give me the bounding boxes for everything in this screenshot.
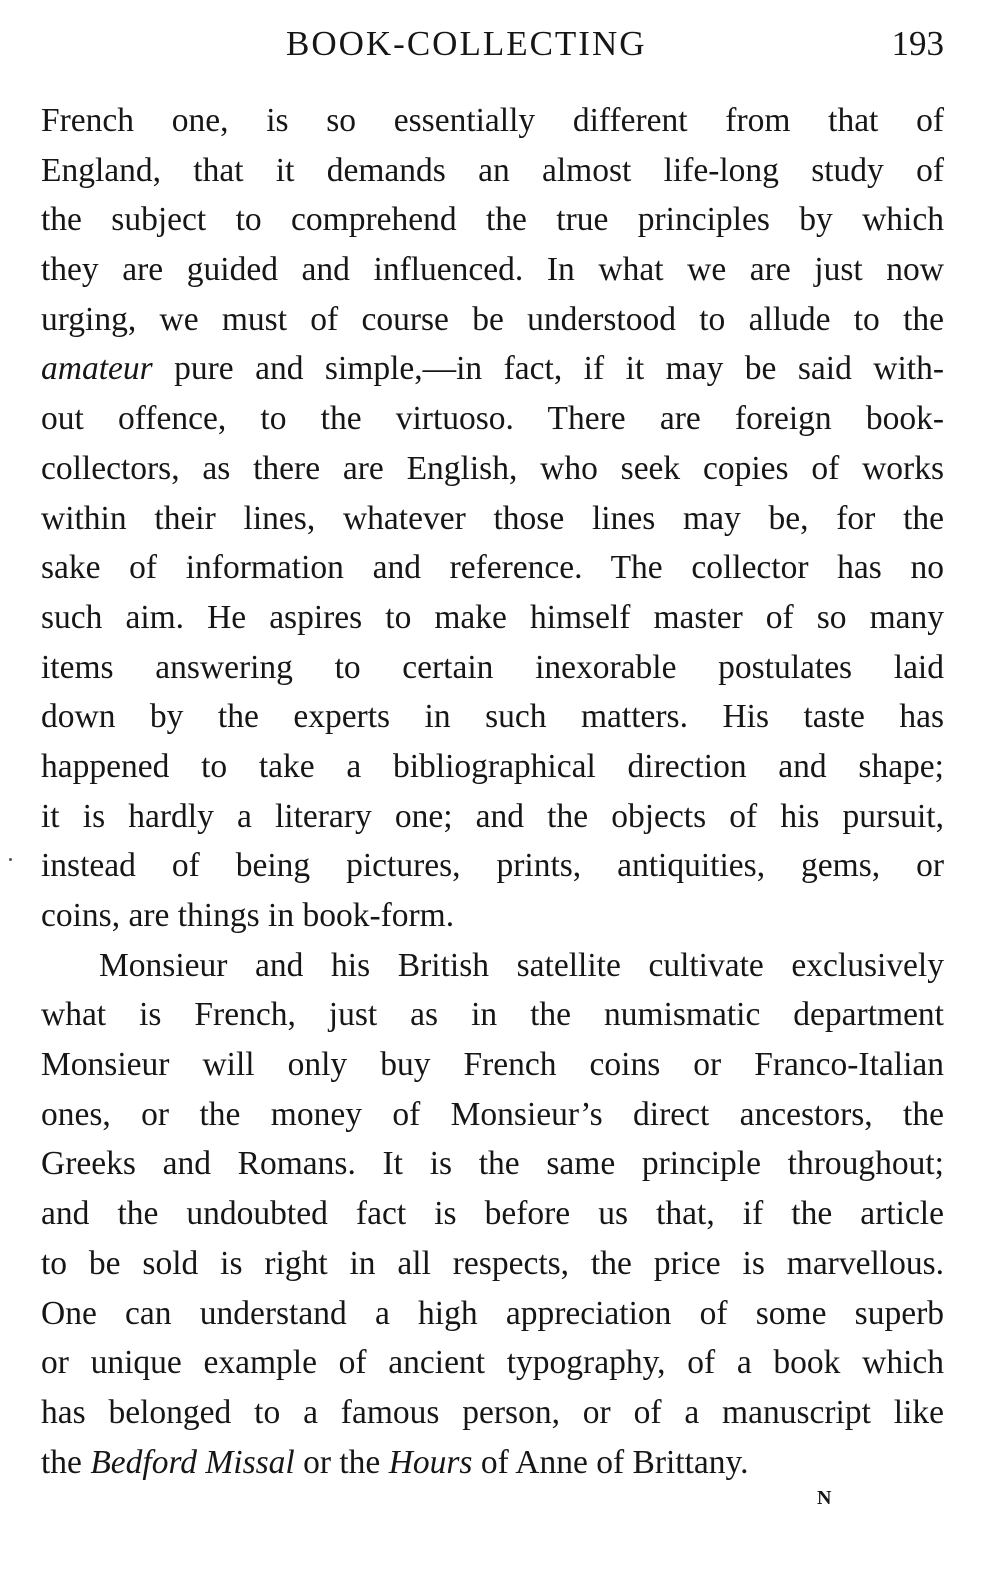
text-line — [41, 146, 944, 196]
text-segment: to be sold is right in all respects, the price is marvellous. — [41, 1244, 944, 1282]
text-line — [41, 96, 944, 146]
italic-text: Bedford Missal — [90, 1443, 295, 1481]
text-line — [41, 1090, 944, 1140]
text-segment: or unique example of ancient typography, of a book which — [41, 1344, 944, 1382]
text-segment: out offence, to the virtuoso. There are foreign book- — [41, 400, 944, 438]
text-segment: pure and simple,—in fact, if it may be said with- — [152, 350, 944, 388]
text-line — [41, 444, 944, 494]
text-line — [41, 1289, 944, 1339]
text-line — [41, 543, 944, 593]
italic-text: amateur — [41, 350, 153, 388]
text-line — [41, 245, 944, 295]
text-line — [41, 1040, 944, 1090]
text-line — [41, 643, 944, 693]
text-segment: it is hardly a literary one; and the objects of his pursuit, — [41, 797, 944, 835]
text-line — [41, 1338, 944, 1388]
text-segment: French one, is so essentially different from that of — [41, 102, 944, 139]
page-number: 193 — [891, 24, 944, 63]
text-segment: urging, we must of course be understood to allude to the — [41, 300, 944, 338]
text-segment: or the — [294, 1443, 389, 1481]
text-segment: and the undoubted fact is before us that, if the article — [41, 1195, 944, 1233]
text-line — [41, 295, 944, 345]
text-segment: coins, are things in book-form. — [41, 897, 455, 934]
text-segment: collectors, as there are English, who seek copies of works — [41, 449, 944, 487]
text-line — [41, 742, 944, 792]
text-segment: of Anne of Brittany. — [472, 1443, 749, 1481]
text-line — [41, 344, 944, 394]
text-segment: Greeks and Romans. It is the same principle throughout; — [41, 1145, 944, 1183]
text-line — [41, 1239, 944, 1289]
text-segment: the subject to comprehend the true principles by which — [41, 201, 944, 239]
text-line — [41, 593, 944, 643]
text-segment: what is French, just as in the numismatic department — [41, 996, 944, 1034]
paragraph — [41, 96, 944, 941]
page-header — [42, 20, 944, 70]
text-segment: within their lines, whatever those lines may be, for the — [41, 499, 944, 537]
text-line — [41, 990, 944, 1040]
text-line — [41, 941, 944, 991]
text-line — [41, 494, 944, 544]
text-segment: England, that it demands an almost life-long study of — [41, 151, 944, 189]
text-segment: Monsieur will only buy French coins or Franco-Italian — [41, 1046, 944, 1084]
margin-speck — [9, 858, 12, 861]
italic-text: Hours — [388, 1443, 473, 1481]
running-title: BOOK-COLLECTING — [286, 24, 647, 63]
text-line — [41, 1388, 944, 1438]
text-line — [41, 891, 944, 941]
text-segment: One can understand a high appreciation of some superb — [41, 1294, 944, 1332]
signature-mark: N — [817, 1487, 833, 1509]
text-segment: such aim. He aspires to make himself master of so many — [41, 598, 944, 636]
text-segment: happened to take a bibliographical direction and shape; — [41, 747, 944, 785]
text-segment: the — [41, 1443, 91, 1481]
text-segment: down by the experts in such matters. His taste has — [41, 698, 944, 736]
text-line — [41, 692, 944, 742]
text-line — [41, 195, 944, 245]
text-line — [41, 394, 944, 444]
text-segment: they are guided and influenced. In what we are just now — [41, 251, 944, 289]
paragraph — [41, 941, 944, 1488]
text-line — [41, 1438, 944, 1488]
text-segment: ones, or the money of Monsieur’s direct ancestors, the — [41, 1095, 944, 1133]
text-segment: Monsieur and his British satellite cultivate exclusively — [99, 946, 944, 984]
text-line — [41, 792, 944, 842]
text-line — [41, 1189, 944, 1239]
text-segment: sake of information and reference. The collector has no — [41, 549, 944, 587]
text-line — [41, 1139, 944, 1189]
text-segment: instead of being pictures, prints, antiquities, gems, or — [41, 847, 944, 885]
text-segment: has belonged to a famous person, or of a manuscript like — [41, 1393, 944, 1431]
text-segment: items answering to certain inexorable postulates laid — [41, 648, 944, 686]
body-text — [41, 96, 944, 1487]
text-line — [41, 841, 944, 891]
